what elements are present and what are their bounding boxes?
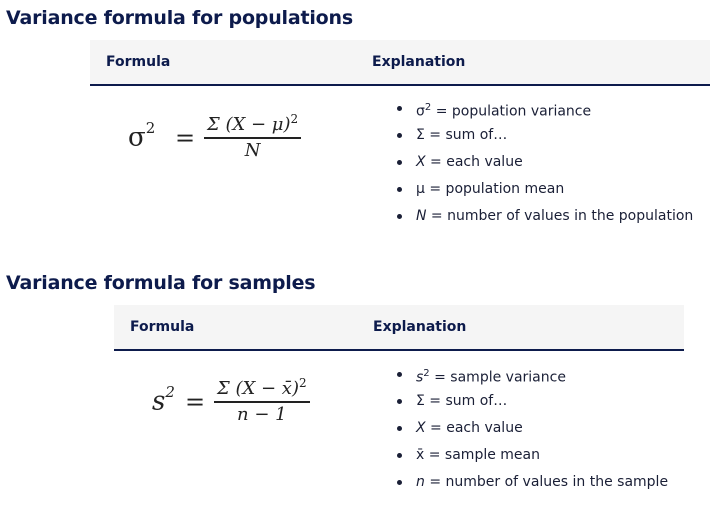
explanation-item <box>397 98 693 125</box>
explanation-item <box>397 179 693 206</box>
variable-description: = number of values in the sample <box>424 474 669 490</box>
formula-fraction <box>214 376 310 425</box>
variable-symbol: X <box>416 420 426 436</box>
variable-description: = population variance <box>431 103 592 120</box>
variable-description: = population mean <box>424 181 565 197</box>
sample-table-header <box>114 305 684 351</box>
variable-symbol: s <box>416 369 424 386</box>
population-table-header <box>90 40 710 86</box>
variable-symbol: Σ <box>416 127 425 143</box>
population-heading: Variance formula for populations <box>6 7 353 29</box>
variable-symbol: N <box>416 208 427 224</box>
variable-description: = sum of… <box>424 393 508 409</box>
explanation-item <box>397 125 693 152</box>
variable-symbol: X <box>416 154 426 170</box>
formula-fraction <box>204 112 301 161</box>
formula-denominator: n − 1 <box>237 403 287 425</box>
formula-equals: = <box>175 124 196 152</box>
sample-explanation-list <box>397 364 668 499</box>
variable-description: = each value <box>425 420 523 436</box>
formula-lhs: $s^2$ <box>152 383 175 417</box>
population-formula-column-header: Formula <box>106 54 171 70</box>
formula-numerator: Σ $(X - \mu)^2$ <box>207 112 299 135</box>
variable-description: = sum of… <box>424 127 508 143</box>
variable-symbol: σ <box>416 103 425 120</box>
population-explanation-list <box>397 98 693 233</box>
variable-symbol: x̄ <box>416 447 425 463</box>
explanation-item <box>397 391 668 418</box>
symbol-exponent: 2 <box>424 102 432 113</box>
variable-description: = sample variance <box>429 369 566 386</box>
fraction-bar <box>214 401 310 403</box>
explanation-item <box>397 206 693 233</box>
variable-symbol: n <box>416 474 425 490</box>
variable-description: = each value <box>425 154 523 170</box>
variable-symbol: Σ <box>416 393 425 409</box>
explanation-item <box>397 364 668 391</box>
formula-lhs: $\sigma^2$ <box>128 119 156 153</box>
population-variance-formula <box>128 108 328 178</box>
fraction-bar <box>204 137 301 139</box>
variable-description: = sample mean <box>424 447 540 463</box>
sample-formula-column-header: Formula <box>130 319 195 335</box>
explanation-item <box>397 472 668 499</box>
sample-variance-formula <box>152 372 352 442</box>
sample-heading: Variance formula for samples <box>6 272 316 294</box>
population-explanation-column-header: Explanation <box>372 54 466 70</box>
explanation-item <box>397 445 668 472</box>
symbol-exponent: 2 <box>423 368 430 379</box>
variable-symbol: μ <box>416 181 425 197</box>
explanation-item <box>397 152 693 179</box>
formula-numerator: Σ (X − x̄)$^2$ <box>217 376 307 399</box>
formula-equals: = <box>185 388 206 416</box>
explanation-item <box>397 418 668 445</box>
formula-denominator: N <box>244 139 261 161</box>
sample-explanation-column-header: Explanation <box>373 319 467 335</box>
variable-description: = number of values in the population <box>426 208 694 224</box>
